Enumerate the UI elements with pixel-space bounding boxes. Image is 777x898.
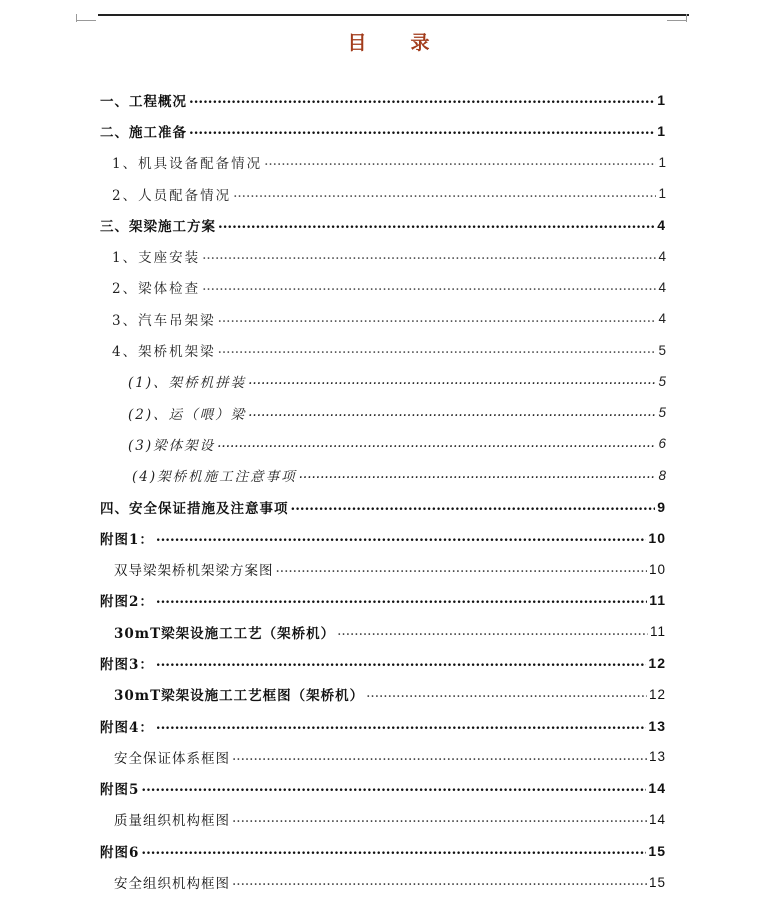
toc-entry[interactable] xyxy=(100,272,666,303)
toc-entry[interactable] xyxy=(100,710,666,741)
toc-entry-text: (1)、架桥机拼装 xyxy=(128,375,247,392)
table-of-contents xyxy=(100,84,666,898)
toc-entry-text: 4、架桥机架梁 xyxy=(112,344,216,361)
toc-entry[interactable] xyxy=(100,585,666,616)
toc-leader-dots xyxy=(299,468,657,482)
toc-page-number: 4 xyxy=(658,311,666,327)
toc-entry-text: 2、梁体检查 xyxy=(112,281,201,298)
toc-page-number: 12 xyxy=(648,686,666,702)
toc-entry[interactable] xyxy=(100,115,666,146)
toc-page-number: 5 xyxy=(658,373,666,389)
toc-entry[interactable] xyxy=(100,679,666,710)
toc-leader-dots xyxy=(232,875,647,889)
toc-leader-dots xyxy=(248,406,656,420)
toc-leader-dots xyxy=(156,593,647,607)
toc-entry-text: 双导梁架桥机架梁方案图 xyxy=(114,563,274,580)
toc-entry-text: 质量组织机构框图 xyxy=(114,813,230,830)
toc-entry[interactable] xyxy=(100,209,666,240)
toc-page-number: 1 xyxy=(657,122,666,139)
toc-entry-text: 三、架梁施工方案 xyxy=(100,218,216,235)
toc-page-number: 10 xyxy=(648,529,666,546)
page-header xyxy=(98,0,689,16)
toc-entry[interactable] xyxy=(100,835,666,866)
toc-entry-text: 附图2： xyxy=(100,594,154,611)
toc-leader-dots xyxy=(156,531,647,545)
toc-entry-text: 附图3： xyxy=(100,656,154,673)
toc-page-number: 10 xyxy=(648,561,666,577)
toc-leader-dots xyxy=(233,187,656,201)
toc-entry-text: 3、汽车吊架梁 xyxy=(112,312,216,329)
toc-leader-dots xyxy=(156,719,647,733)
toc-entry-text: 一、工程概况 xyxy=(100,93,187,110)
toc-entry-text: 附图6 xyxy=(100,844,140,861)
toc-entry[interactable] xyxy=(100,240,666,271)
toc-entry-text: 附图1： xyxy=(100,531,154,548)
toc-entry[interactable] xyxy=(100,428,666,459)
toc-entry-text: 安全保证体系框图 xyxy=(114,750,230,767)
toc-leader-dots xyxy=(156,656,647,670)
toc-entry[interactable] xyxy=(100,616,666,647)
toc-entry-text: 四、安全保证措施及注意事项 xyxy=(100,500,289,517)
toc-entry[interactable] xyxy=(100,522,666,553)
toc-entry[interactable] xyxy=(100,491,666,522)
toc-page-number: 12 xyxy=(648,654,666,671)
toc-page-number: 9 xyxy=(657,498,666,515)
toc-entry-text: 安全组织机构框图 xyxy=(114,876,230,893)
toc-entry[interactable] xyxy=(100,366,666,397)
toc-page-number: 11 xyxy=(649,624,666,640)
toc-leader-dots xyxy=(291,500,656,514)
crop-mark-left-h xyxy=(76,20,96,21)
toc-leader-dots xyxy=(337,625,648,639)
toc-entry[interactable] xyxy=(100,397,666,428)
toc-entry[interactable] xyxy=(100,147,666,178)
toc-entry[interactable] xyxy=(100,741,666,772)
toc-page-number: 13 xyxy=(648,717,666,734)
toc-page-number: 14 xyxy=(648,780,666,797)
toc-leader-dots xyxy=(218,312,657,326)
toc-page-number: 15 xyxy=(648,842,666,859)
toc-leader-dots xyxy=(248,374,656,388)
toc-entry-text: (3)梁体架设 xyxy=(128,437,216,454)
toc-leader-dots xyxy=(276,562,647,576)
toc-title: 目录 xyxy=(347,32,474,54)
toc-leader-dots xyxy=(217,437,656,451)
toc-entry[interactable] xyxy=(100,460,666,491)
toc-page-number: 15 xyxy=(648,874,666,890)
toc-entry-text: 1、机具设备配备情况 xyxy=(112,156,263,173)
toc-leader-dots xyxy=(202,280,656,294)
toc-page-number: 8 xyxy=(658,467,666,483)
toc-entry[interactable] xyxy=(100,647,666,678)
toc-entry-text: 二、施工准备 xyxy=(100,124,187,141)
toc-leader-dots xyxy=(141,781,646,795)
toc-page-number: 4 xyxy=(658,248,666,264)
toc-page-number: 1 xyxy=(658,186,666,202)
toc-entry[interactable] xyxy=(100,178,666,209)
toc-entry[interactable] xyxy=(100,303,666,334)
toc-page-number: 1 xyxy=(658,154,666,170)
toc-page-number: 4 xyxy=(657,216,666,233)
crop-mark-right-h xyxy=(667,20,687,21)
toc-page-number: 14 xyxy=(648,811,666,827)
toc-leader-dots xyxy=(218,343,657,357)
toc-page-number: 11 xyxy=(649,592,666,609)
toc-entry-text: 30mT梁架设施工工艺框图（架桥机） xyxy=(114,688,365,705)
toc-entry[interactable] xyxy=(100,866,666,897)
toc-page-number: 4 xyxy=(658,279,666,295)
toc-entry[interactable] xyxy=(100,334,666,365)
toc-leader-dots xyxy=(264,155,656,169)
toc-entry[interactable] xyxy=(100,84,666,115)
toc-page-number: 6 xyxy=(658,436,666,452)
toc-entry-text: 2、人员配备情况 xyxy=(112,187,232,204)
toc-leader-dots xyxy=(366,687,647,701)
toc-entry-text: (4)架桥机施工注意事项 xyxy=(132,469,297,486)
toc-entry-text: 30mT梁架设施工工艺（架桥机） xyxy=(114,625,336,642)
toc-entry[interactable] xyxy=(100,773,666,804)
toc-leader-dots xyxy=(189,93,655,107)
toc-page-number: 1 xyxy=(657,91,666,108)
toc-page-number: 13 xyxy=(648,749,666,765)
toc-leader-dots xyxy=(232,812,647,826)
toc-entry-text: 附图4： xyxy=(100,719,154,736)
toc-leader-dots xyxy=(189,124,655,138)
toc-entry-text: 1、支座安装 xyxy=(112,250,201,267)
toc-entry[interactable] xyxy=(100,804,666,835)
toc-page-number: 5 xyxy=(658,342,666,358)
toc-leader-dots xyxy=(232,750,647,764)
toc-leader-dots xyxy=(218,218,655,232)
toc-entry-text: (2)、运（喂）梁 xyxy=(128,406,247,423)
toc-entry[interactable] xyxy=(100,553,666,584)
toc-page-number: 5 xyxy=(658,405,666,421)
toc-leader-dots xyxy=(141,844,646,858)
toc-entry-text: 附图5 xyxy=(100,782,140,799)
toc-leader-dots xyxy=(202,249,656,263)
